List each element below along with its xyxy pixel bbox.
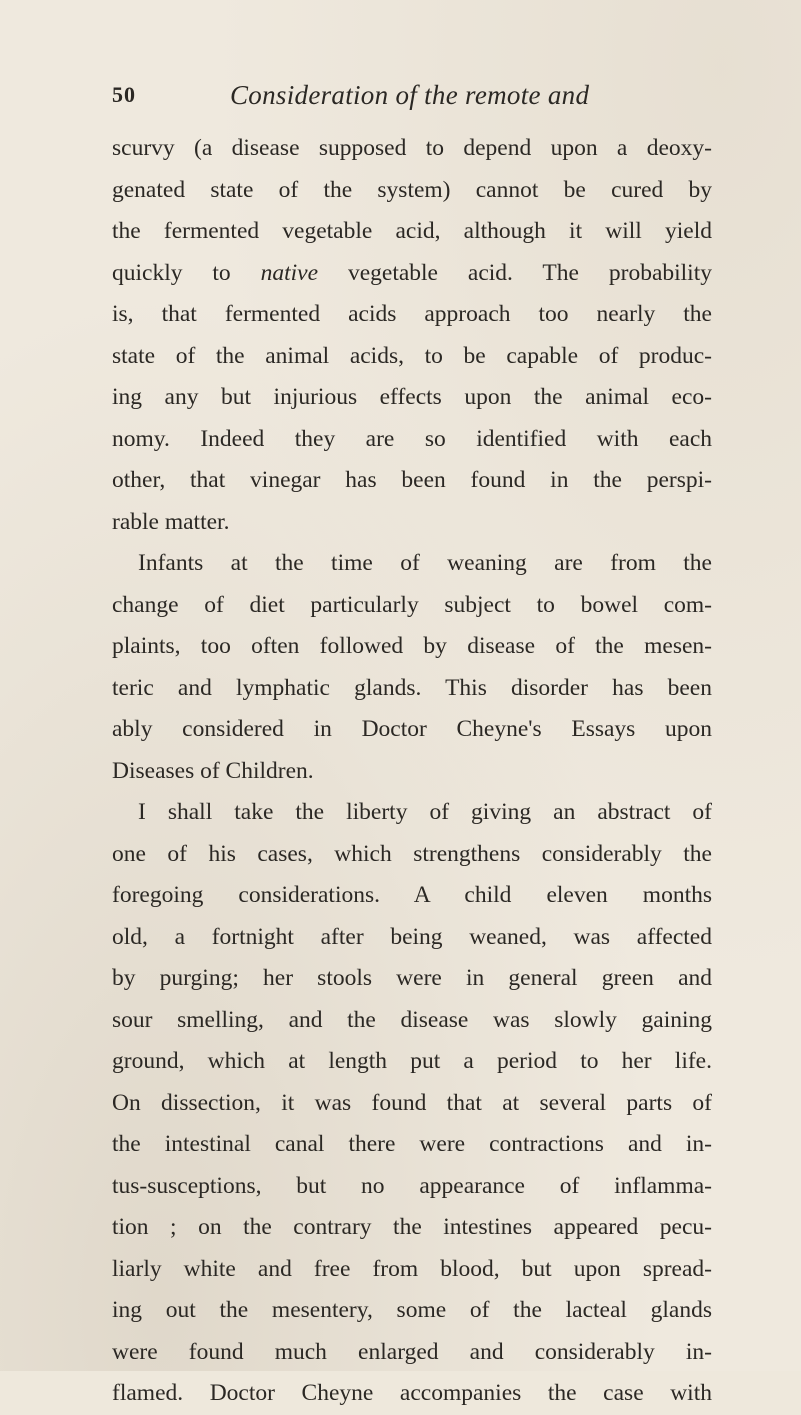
page-number: 50 [112,82,136,107]
text-line: one of his cases, which strengthens considerably the [112,840,712,867]
text-line: I shall take the liberty of giving an abstract of [138,799,712,825]
text-line: ing out the mesentery, some of the lacteal glands [112,1297,712,1323]
text-line: Diseases of Children. [112,757,314,784]
text-line: by purging; her stools were in general green and [112,965,712,991]
text-line: teric and lymphatic glands. This disorder has been [112,674,712,701]
text-line: liarly white and free from blood, but upon spread- [112,1255,712,1282]
text-line: On dissection, it was found that at several parts of [112,1089,712,1116]
text-line: nomy. Indeed they are so identified with each [112,425,712,452]
text-line: plaints, too often followed by disease of the mesen- [112,633,712,659]
text-line: rable matter. [112,508,230,535]
text-line: old, a fortnight after being weaned, was affected [112,923,712,950]
text-line: scurvy (a disease supposed to depend upon a deoxy- [112,135,712,161]
text-line: genated state of the system) cannot be cured by [112,176,712,203]
running-head: Consideration of the remote and [230,80,590,110]
text-line: is, that fermented acids approach too nearly the [112,301,712,327]
text-line: ably considered in Doctor Cheyne's Essays upon [112,716,712,742]
text-line: flamed. Doctor Cheyne accompanies the case with [112,1380,712,1406]
text-line [112,253,712,295]
text-line: were found much enlarged and considerably in- [112,1338,712,1365]
text-line: the fermented vegetable acid, although it will yield [112,218,712,244]
text-line: the intestinal canal there were contractions and in- [112,1131,712,1157]
text-line: Infants at the time of weaning are from the [138,550,712,576]
body-text [112,128,712,1415]
text-line: state of the animal acids, to be capable of produc- [112,342,712,369]
text-line: foregoing considerations. A child eleven months [112,882,712,908]
text-line: change of diet particularly subject to bowel com- [112,591,712,618]
text-line: tus-susceptions, but no appearance of inflamma- [112,1172,712,1199]
text-line: sour smelling, and the disease was slowly gaining [112,1006,712,1033]
text-line: ing any but injurious effects upon the animal eco- [112,384,712,410]
text-line: ground, which at length put a period to her life. [112,1048,712,1074]
text-segment: quickly to [112,259,231,286]
italic-word: native [260,259,319,286]
text-segment: vegetable acid. The probability [347,259,712,286]
text-line: other, that vinegar has been found in the perspi- [112,467,712,493]
page-header [112,80,712,120]
text-line: tion ; on the contrary the intestines appeared pecu- [112,1214,712,1240]
